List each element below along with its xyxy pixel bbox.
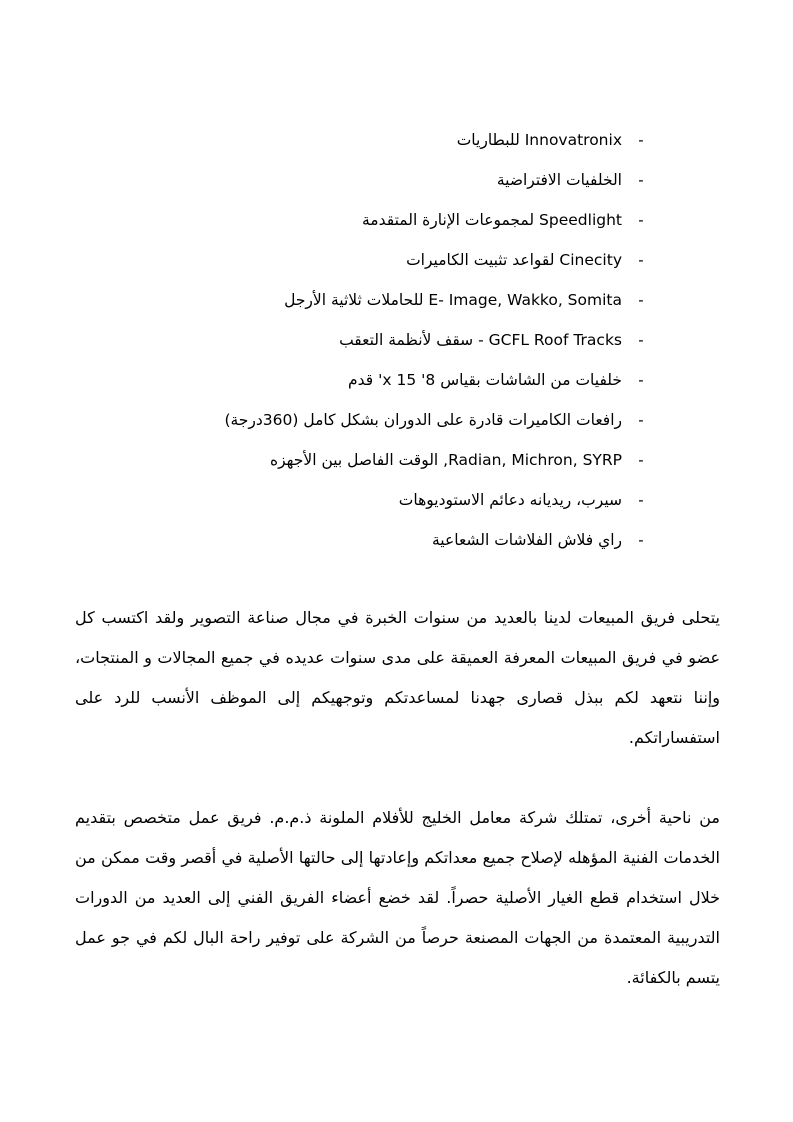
list-item — [0, 405, 793, 445]
list-item — [0, 525, 793, 565]
list-item-text: Speedlight لمجموعات الإنارة المتقدمة — [362, 211, 622, 229]
bullet-dash: - — [638, 171, 644, 189]
list-item — [0, 325, 793, 365]
list-item-text: خلفيات من الشاشات بقياس 8' x 15' قدم — [348, 371, 622, 389]
list-item-text: E- Image, Wakko, Somita للحاملات ثلاثية الأرجل — [284, 291, 622, 309]
list-item — [0, 285, 793, 325]
list-item-text: Innovatronix للبطاريات — [456, 131, 622, 149]
bullet-dash: - — [638, 131, 644, 149]
bullet-dash: - — [638, 251, 644, 269]
list-item-text: Radian, Michron, SYRP, الوقت الفاصل بين الأجهزه — [269, 451, 622, 469]
list-item-text: راي فلاش الفلاشات الشعاعية — [432, 531, 622, 549]
bullet-dash: - — [638, 411, 644, 429]
bullet-dash: - — [638, 331, 644, 349]
list-item-text: Cinecity لقواعد تثبيت الكاميرات — [406, 251, 622, 269]
list-item-text: GCFL Roof Tracks - سقف لأنظمة التعقب — [339, 331, 622, 349]
bullet-dash: - — [638, 371, 644, 389]
list-item-text: الخلفيات الافتراضية — [496, 171, 622, 189]
bullet-dash: - — [638, 491, 644, 509]
list-item — [0, 245, 793, 285]
list-item — [0, 165, 793, 205]
bullet-dash: - — [638, 211, 644, 229]
equipment-list — [0, 125, 793, 565]
list-item — [0, 365, 793, 405]
service-team-paragraph: من ناحية أخرى، تمتلك شركة معامل الخليج للأفلام الملونة ذ.م.م. فريق عمل متخصص بتقديم الخدمات الفنية المؤهله لإصلاح جميع معداتكم وإعادتها إلى حالتها الأصلية في أقصر وقت ممكن من خلال استخدام قطع الغيار الأصلية حصراً. لقد خضع أعضاء الفريق الفني إلى العديد من الدورات التدريبية المعتمدة من الجهات المصنعة حرصاً من الشركة على توفير راحة البال لكم في جو عمل يتسم بالكفائة. — [75, 808, 720, 987]
list-item — [0, 485, 793, 525]
list-item — [0, 445, 793, 485]
list-item-text: سيرب، ريديانه دعائم الاستوديوهات — [398, 491, 622, 509]
bullet-dash: - — [638, 451, 644, 469]
bullet-dash: - — [638, 531, 644, 549]
list-item — [0, 125, 793, 165]
list-item-text: رافعات الكاميرات قادرة على الدوران بشكل كامل (360درجة) — [224, 411, 622, 429]
list-item — [0, 205, 793, 245]
bullet-dash: - — [638, 291, 644, 309]
sales-team-paragraph: يتحلى فريق المبيعات لدينا بالعديد من سنوات الخبرة في مجال صناعة التصوير ولقد اكتسب كل عضو في فريق المبيعات المعرفة العميقة على مدى سنوات عديده في جميع المجالات و المنتجات، وإننا نتعهد لكم ببذل قصارى جهدنا لمساعدتكم وتوجهيكم إلى الموظف الأنسب للرد على استفساراتكم. — [75, 608, 720, 747]
